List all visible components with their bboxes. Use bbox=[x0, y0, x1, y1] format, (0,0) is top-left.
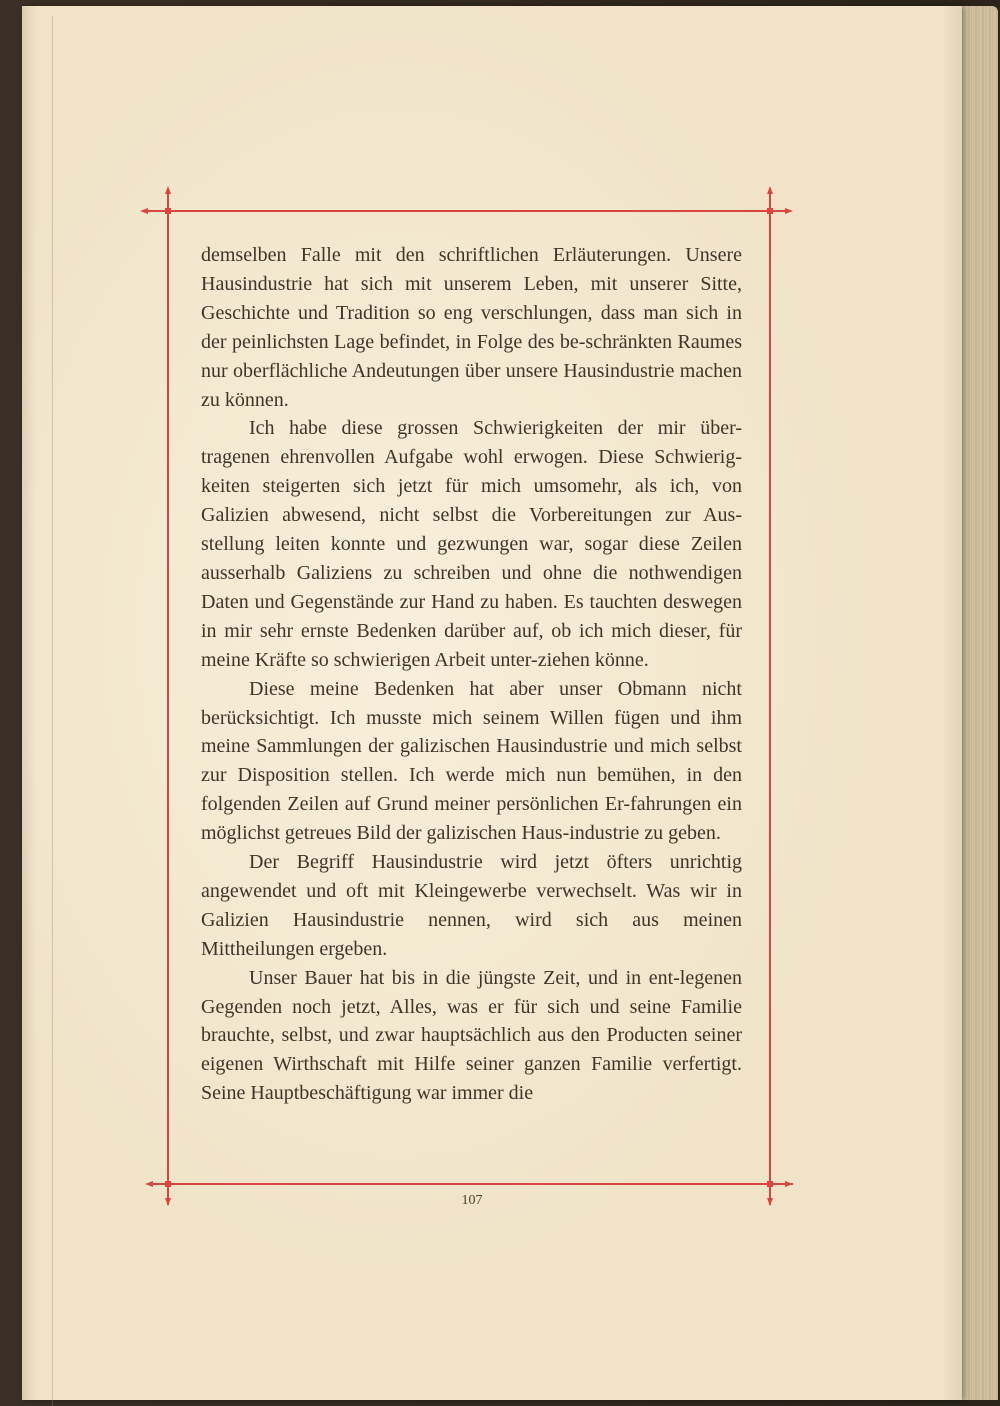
frame-left-rule bbox=[167, 190, 169, 1205]
gutter-fold bbox=[52, 16, 53, 1406]
frame-corner-bottom-right bbox=[767, 1181, 773, 1187]
body-text bbox=[201, 241, 742, 1108]
arrow-left-icon bbox=[145, 1181, 153, 1187]
arrow-down-icon bbox=[767, 1198, 773, 1206]
page-number: 107 bbox=[461, 1193, 483, 1208]
paragraph: Unser Bauer hat bis in die jüngste Zeit, und in ent-legenen Gegenden noch jetzt, Alles, was er für sich und seine Familie brauchte, selbst, und zwar hauptsächlich aus den Producten seiner eigenen Wirthschaft mit Hilfe seiner ganzen Familie verfertigt. Seine Hauptbeschäftigung war immer die bbox=[201, 966, 742, 1105]
arrow-left-icon bbox=[140, 208, 148, 214]
arrow-up-icon bbox=[767, 186, 773, 194]
paragraph: Diese meine Bedenken hat aber unser Obmann nicht berücksichtigt. Ich musste mich seinem Willen fügen und ihm meine Sammlungen der galizischen Hausindustrie und mich selbst zur Disposition stellen. Ich werde mich nun bemühen, in den folgenden Zeilen auf Grund meiner persönlichen Er-fahrungen ein möglichst getreues Bild der galizischen Haus-industrie zu geben. bbox=[201, 677, 742, 845]
arrow-up-icon bbox=[165, 186, 171, 194]
frame-corner-bottom-left bbox=[165, 1181, 171, 1187]
paragraph: Ich habe diese grossen Schwierigkeiten der mir über-tragenen ehrenvollen Aufgabe wohl erwogen. Diese Schwierig-keiten steigerten sich jetzt für mich umsomehr, als ich, von Galizien abwesend, nicht selbst die Vorbereitungen zur Aus-stellung leiten konnte und gezwungen war, sogar diese Zeilen ausserhalb Galiziens zu schreiben und ohne die nothwendigen Daten und Gegenstände zur Hand zu haben. Es tauchten deswegen in mir sehr ernste Bedenken darüber auf, ob ich mich dieser, für meine Kräfte so schwierigen Arbeit unter-ziehen könne. bbox=[201, 417, 742, 671]
frame-right-rule bbox=[769, 190, 771, 1205]
arrow-right-icon bbox=[785, 208, 793, 214]
arrow-down-icon bbox=[165, 1198, 171, 1206]
arrow-right-icon bbox=[785, 1181, 793, 1187]
frame-top-rule bbox=[145, 210, 790, 212]
paragraph: Der Begriff Hausindustrie wird jetzt öfters unrichtig angewendet und oft mit Kleingewerbe verwechselt. Was wir in Galizien Hausindustrie nennen, wird sich aus meinen Mittheilungen ergeben. bbox=[201, 851, 742, 960]
paragraph-continued: demselben Falle mit den schriftlichen Erläuterungen. Unsere Hausindustrie hat sich mit unserem Leben, mit unserer Sitte, Geschichte und Tradition so eng verschlungen, dass man sich in der peinlichsten Lage befindet, in Folge des be-schränkten Raumes nur oberflächliche Andeutungen über unsere Hausindustrie machen zu können. bbox=[201, 244, 742, 411]
frame-corner-top-right bbox=[767, 208, 773, 214]
frame-bottom-rule bbox=[148, 1183, 793, 1185]
frame-corner-top-left bbox=[165, 208, 171, 214]
